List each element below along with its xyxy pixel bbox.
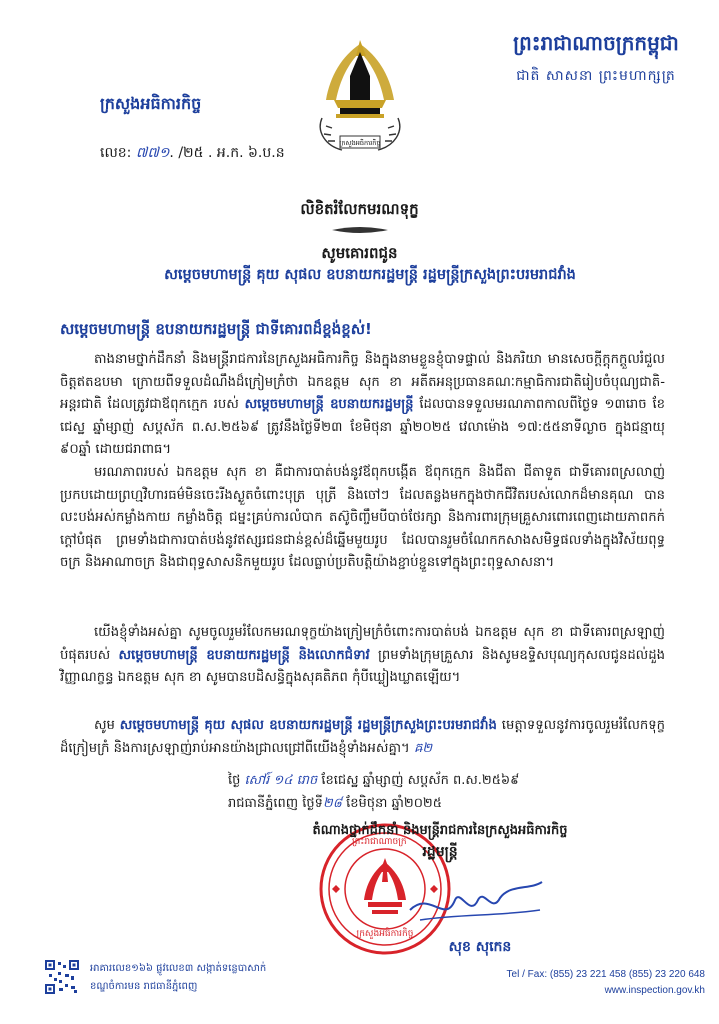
signatory-title: រដ្ឋមន្ត្រី (422, 844, 458, 860)
reference-number (100, 143, 285, 164)
p3-tail: ព្រមទាំងក្រុមគ្រួសារ និងសូមឧទ្ទិសបុណ្យកុសលជូនដល់ដួងវិញ្ញាណក្ខន្ធ ឯកឧត្តម សុក ខា សូមបានបដិសន្ធិក្នុងសុគតិភព កុំបីឃ្លៀងឃ្លាតឡើយ។ (60, 647, 665, 685)
signatory-name: សុខ សុកេន (448, 939, 512, 955)
solar-head: រាជធានីភ្នំពេញ ថ្ងៃទី (228, 796, 323, 811)
footer-website-link[interactable]: www.inspection.gov.kh (604, 985, 705, 996)
solar-handwritten: ២៨ (322, 796, 342, 811)
signatory-organization: តំណាងថ្នាក់ដឹកនាំ និងមន្ត្រីរាជការនៃក្រសួងអធិការកិច្ច (312, 823, 568, 838)
p4-tail: មេត្តាទទួលនូវការចូលរួមរំលែកទុក្ខដ៏ក្រៀមក្រំ និងការស្រឡាញ់រាប់អានយ៉ាងជ្រាលជ្រៅពីយើងខ្ញុំទាំងអស់គ្នា។ (60, 718, 665, 756)
p1-bold: សម្តេចមហាមន្ត្រី ឧបនាយករដ្ឋមន្ត្រី (244, 397, 414, 412)
p3-head: យើងខ្ញុំទាំងអស់គ្នា សូមចូលរួមរំលែកមរណទុក្ខយ៉ាងក្រៀមក្រំចំពោះការបាត់បង់ ឯកឧត្តម សុក ខា ជាទីគោរពស្រឡាញ់បំផុតរបស់ (60, 625, 665, 663)
kingdom-heading: ព្រះរាជាណាចក្រកម្ពុជា (513, 31, 679, 55)
paragraph-2 (60, 462, 665, 575)
ref-prefix: លេខ: (100, 145, 132, 161)
title-ornament (330, 226, 390, 234)
paragraph-1 (60, 349, 665, 462)
recipient-name: សម្តេចមហាមន្ត្រី គុយ សុផល ឧបនាយករដ្ឋមន្ត្រី រដ្ឋមន្ត្រីក្រសួងព្រះបរមរាជវាំង (164, 267, 576, 283)
ministry-name: ក្រសួងអធិការកិច្ច (100, 94, 202, 113)
footer-address-line-2: ខណ្ឌចំការមន រាជធានីភ្នំពេញ (90, 981, 198, 992)
lunar-handwritten: សៅរ៍ ១៤ រោច (244, 773, 318, 788)
ref-handwritten: ៧៧១ (135, 145, 170, 161)
p4-head: សូម (94, 718, 115, 733)
lunar-date (228, 772, 678, 791)
national-motto: ជាតិ សាសនា ព្រះមហាក្សត្រ (516, 68, 676, 84)
lunar-prefix: ថ្ងៃ (228, 773, 241, 788)
footer-address-line-1: អាគារលេខ១៦៦ ផ្លូវលេខ៣ សង្កាត់ទន្លេបាសាក់ (90, 963, 267, 974)
signature-icon (400, 870, 550, 930)
svg-text:ព្រះរាជាណាចក្រ: ព្រះរាជាណាចក្រ (352, 837, 407, 847)
p4-bold: សម្តេចមហាមន្ត្រី គុយ សុផល ឧបនាយករដ្ឋមន្ត្រី រដ្ឋមន្ត្រីក្រសួងព្រះបរមរាជវាំង (119, 718, 497, 733)
salutation: សម្តេចមហាមន្ត្រី ឧបនាយករដ្ឋមន្ត្រី ជាទីគោរពដ៏ខ្ពង់ខ្ពស់! (60, 320, 372, 338)
handwritten-initials: ឝ២ (413, 740, 433, 756)
qr-code-icon (45, 960, 79, 994)
p1-tail: ដែលបានទទួលមរណភាពកាលពីថ្ងៃទ ១៣រោច ខែជេស្ឋ ឆ្នាំម្សាញ់ សប្តស័ក ព.ស.២៥៦៩ ត្រូវនឹងថ្ងៃទី២៣ ខែមិថុនា ឆ្នាំ២០២៥ វេលាម៉ោង ១៧:៥៥នាទីល្ងាច ក្នុងជន្មាយុ ៩០ឆ្នាំ ដោយជរាពាធ។ (60, 397, 666, 457)
solar-date (228, 795, 678, 814)
p2-text: មរណភាពរបស់ ឯកឧត្តម សុក ខា គឺជាការបាត់បង់នូវឪពុកបង្កើត ឪពុកក្មេក និងជីតា ជីតាទួត ជាទីគោរពស្រលាញ់ប្រកបដោយព្រហ្មវិហារធម៌មិនចេះរីងស្ងួតចំពោះបុត្រ បុត្រី និងចៅៗ ដែលតន្លងមកក្នុងថាកជីវិតរបស់លោកដ៏មានគុណ បានលះបង់អស់កម្លាំងកាយ កម្លាំងចិត្ត ជម្នះគ្រប់ការលំបាក តស៊ូចិញ្ចឹមបីបាច់ថែរក្សា និងការពារក្រុមគ្រួសារពោរពេញដោយភាពកក់ក្តៅបំផុត ព្រមទាំងជាការបាត់បង់នូវឥស្សរជនជាន់ខ្ពស់ដ៏ឆ្នើមមួយរូប ដែលបានរួមចំណែកកសាងសមិទ្ធផលទាំងក្នុងវិស័យពុទ្ធចក្រ និងអាណាចក្រ និងជាពុទ្ធសាសនិកមួយរូប ដែលធ្លាប់ប្រតិបត្តិយ៉ាងខ្ជាប់ខ្ជួនទៅក្នុងព្រះពុទ្ធសាសនា។ (60, 465, 665, 570)
seal-caption: ក្រសួងអធិការកិច្ច (356, 929, 414, 939)
p3-bold: សម្តេចមហាមន្ត្រី ឧបនាយករដ្ឋមន្ត្រី និងលោកជំទាវ (118, 647, 370, 663)
footer-tel-fax: Tel / Fax: (855) 23 221 458 (855) 23 220 648 (506, 969, 705, 980)
letter-type-title: លិខិតរំលែកមរណទុក្ខ (300, 200, 419, 218)
emblem-caption: ក្រសួងអធិការកិច្ច (339, 139, 381, 147)
solar-tail: ខែមិថុនា ឆ្នាំ២០២៥ (346, 796, 442, 811)
lunar-tail: ខែជេស្ឋ ឆ្នាំម្សាញ់ សប្តស័ក ព.ស.២៥៦៩ (321, 773, 520, 788)
to-line: សូមគោរពជូន (321, 244, 398, 262)
ref-suffix: . /២៥ . អ.ក. ៦.ប.ន (169, 145, 285, 161)
p1-text: តាងនាមថ្នាក់ដឹកនាំ និងមន្ត្រីរាជការនៃក្រសួងអធិការកិច្ច និងក្នុងនាមខ្លួនខ្ញុំបាទផ្ទាល់ និងភរិយា មានសេចក្តីក្តុកក្តួលរំជួលចិត្តឥតឧបមា ក្រោយពីទទួលដំណឹងដ៏ក្រៀមក្រំថា ឯកឧត្តម សុក ខា អតីតអនុប្រធានគណៈកម្មាធិការជាតិរៀបចំបុណ្យជាតិ-អន្តរជាតិ ដែលត្រូវជាឪពុកក្មេក របស់ (60, 352, 665, 412)
paragraph-4 (60, 715, 665, 760)
paragraph-3 (60, 622, 665, 690)
